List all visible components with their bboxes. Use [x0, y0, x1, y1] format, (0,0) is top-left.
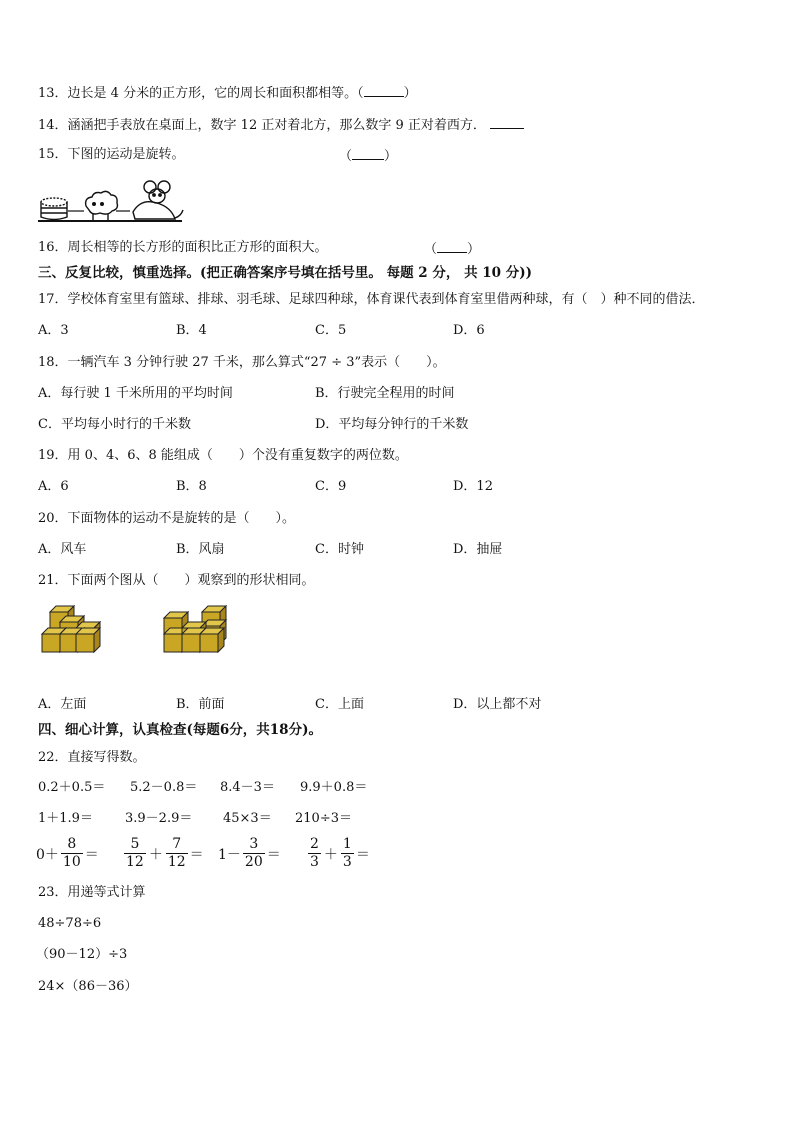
option-21-b[interactable]: B．前面 [176, 697, 225, 712]
calc-22-12: $\frac{2}{3}$ ＋ $\frac{1}{3}$ ＝ [310, 836, 370, 870]
calc-22-3: 8.4－3＝ [220, 780, 275, 795]
fraction: $\frac{1}{3}$ [342, 836, 352, 870]
question-21-text: 21．下面两个图从（ ）观察到的形状相同。 [38, 573, 315, 588]
sheep-icon [86, 191, 118, 220]
question-16-text: 16．周长相等的长方形的面积比正方形的面积大。 [38, 240, 328, 255]
mouse-icon [133, 181, 183, 219]
cube-stack-figure-1 [40, 602, 102, 654]
fraction: $\frac{8}{10}$ [62, 836, 81, 870]
answer-blank-15[interactable] [352, 147, 384, 160]
option-19-a[interactable]: A．6 [38, 479, 69, 494]
option-18-a[interactable]: A．每行驶 1 千米所用的平均时间 [38, 386, 233, 401]
calc-22-2: 5.2－0.8＝ [130, 780, 198, 795]
answer-blank-14[interactable] [490, 116, 524, 129]
calc-22-11: 1－ $\frac{3}{20}$ ＝ [218, 836, 281, 870]
option-18-d[interactable]: D．平均每分钟行的千米数 [315, 417, 469, 432]
option-17-d[interactable]: D．6 [453, 323, 485, 338]
fraction: $\frac{5}{12}$ [126, 836, 144, 870]
question-15-paren: （ ） [339, 149, 398, 164]
calc-22-5: 1＋1.9＝ [38, 811, 93, 826]
option-17-c[interactable]: C．5 [315, 323, 347, 338]
question-23-text: 23．用递等式计算 [38, 885, 146, 900]
option-17-b[interactable]: B．4 [176, 323, 207, 338]
fraction: $\frac{3}{20}$ [244, 836, 263, 870]
calc-22-8: 210÷3＝ [295, 811, 352, 826]
option-20-d[interactable]: D．抽屉 [453, 542, 503, 557]
question-22-text: 22．直接写得数。 [38, 750, 146, 765]
answer-blank-16[interactable] [437, 240, 467, 253]
option-18-c[interactable]: C．平均每小时行的千米数 [38, 417, 191, 432]
cube-stack-figure-2 [162, 604, 228, 654]
calc-22-6: 3.9－2.9＝ [125, 811, 193, 826]
calc-22-9: 0＋ $\frac{8}{10}$ ＝ [36, 836, 99, 870]
option-21-a[interactable]: A．左面 [38, 697, 87, 712]
calc-22-1: 0.2＋0.5＝ [38, 780, 106, 795]
question-18-text: 18．一辆汽车 3 分钟行驶 27 千米，那么算式“27 ÷ 3”表示（ ）。 [38, 355, 446, 370]
question-13-text: 13．边长是 4 分米的正方形，它的周长和面积都相等。 [38, 86, 358, 101]
calc-23-3: 24×（86－36） [38, 979, 138, 994]
section-4-heading: 四、细心计算，认真检查(每题6分，共18分)。 [38, 722, 322, 738]
question-15-text: 15．下图的运动是旋转。 [38, 147, 185, 162]
option-20-a[interactable]: A．风车 [38, 542, 87, 557]
option-17-a[interactable]: A．3 [38, 323, 69, 338]
question-20-text: 20．下面物体的运动不是旋转的是（ ）。 [38, 511, 296, 526]
option-20-b[interactable]: B．风扇 [176, 542, 225, 557]
rotation-illustration [38, 178, 184, 224]
option-18-b[interactable]: B．行驶完全程用的时间 [315, 386, 455, 401]
question-16-paren: （ ） [424, 242, 481, 257]
option-20-c[interactable]: C．时钟 [315, 542, 364, 557]
option-19-c[interactable]: C．9 [315, 479, 347, 494]
calc-22-4: 9.9＋0.8＝ [300, 780, 368, 795]
question-19-text: 19．用 0、4、6、8 能组成（ ）个没有重复数字的两位数。 [38, 448, 408, 463]
calc-23-2: （90－12）÷3 [36, 947, 128, 962]
question-13: 13．边长是 4 分米的正方形，它的周长和面积都相等。（ ） [38, 86, 417, 101]
question-15 [38, 147, 185, 163]
fraction: $\frac{2}{3}$ [310, 836, 319, 870]
cake-icon [41, 198, 67, 220]
fraction: $\frac{7}{12}$ [167, 836, 186, 870]
answer-blank-13[interactable] [364, 84, 404, 97]
calc-22-10: $\frac{5}{12}$ ＋ $\frac{7}{12}$ ＝ [126, 836, 204, 870]
calc-22-7: 45×3＝ [223, 811, 272, 826]
option-19-d[interactable]: D．12 [453, 479, 493, 494]
question-14 [38, 116, 524, 134]
question-16 [38, 240, 328, 256]
section-3-heading: 三、反复比较，慎重选择。(把正确答案序号填在括号里。 每题 2 分， 共 10 分)) [38, 265, 533, 281]
option-21-d[interactable]: D．以上都不对 [453, 697, 542, 712]
option-21-c[interactable]: C．上面 [315, 697, 364, 712]
option-19-b[interactable]: B．8 [176, 479, 207, 494]
question-14-text: 14．涵涵把手表放在桌面上，数字 12 正对着北方，那么数字 9 正对着西方． [38, 118, 486, 133]
question-17-text: 17．学校体育室里有篮球、排球、羽毛球、足球四种球，体育课代表到体育室里借两种球，有（ ）种不同的借法． [38, 292, 705, 307]
calc-23-1: 48÷78÷6 [38, 916, 102, 931]
